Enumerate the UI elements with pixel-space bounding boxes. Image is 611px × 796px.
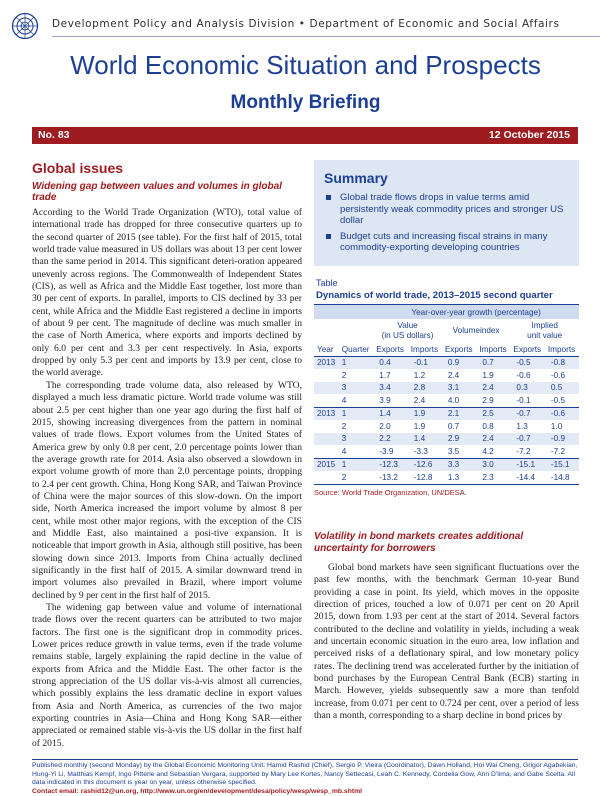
table-cell: 4.0 [442,394,477,407]
table-cell: -7.2 [510,445,545,458]
table-cell: -0.9 [545,433,579,446]
table-cell: -0.8 [545,356,579,369]
table-cell: 1.9 [408,407,442,420]
summary-item [326,192,579,227]
table-cell: 3.3 [442,458,477,471]
column-header: Imports [479,344,507,354]
table-cell: 2 [341,370,347,380]
table-cell [314,394,339,407]
column-header: Year [317,344,334,354]
table-cell: 3.4 [373,382,408,395]
table-row [314,420,579,433]
table-cell: -0.6 [550,370,566,380]
bond-heading: Volatility in bond markets creates additional uncertainty for borrowers [314,531,524,554]
table-cell: 1 [339,407,374,420]
footer-divider [32,759,578,760]
table-cell: 0.5 [545,382,579,395]
table-cell: 1.9 [413,421,426,431]
paragraph: The widening gap between value and volume of international trade flows over the recent quarters can be attributed to two major factors. The first one is the significant drop in commodity prices. Lower prices reduce growth in value terms, even if the trade volume remains stable, largely explaining the rapid decline in the value of exports from Africa and the Middle East. The other factor is the strong appreciation of the US dollar vis-à-vis almost all currencies, which possibly explains the less dramatic decline in export values from Asia and North America, as currencies of the two major exporting countries in Asia—China and Hong Kong SAR—either appreciated or remained stable vis-à-vis the US dollar in the first half of 2015. [32,602,302,749]
table-cell: 1.3 [516,421,528,431]
summary-item [326,231,579,254]
table-cell: 1.3 [447,472,460,482]
table-row [314,382,579,395]
table-cell: 1.4 [408,433,442,446]
summary-item-text: Global trade flows drops in value terms amid persistently weak commodity prices and stronger US dollar [340,192,564,227]
left-column [32,160,302,750]
table-label: Table [316,278,338,288]
column-header: Quarter [341,344,370,354]
paragraph: According to the World Trade Organization (WTO), total value of international trade has dropped for three consecutive quarters up to the second quarter of 2015 (see table). For the first half of 2015, total world trade value measured in US dollars was about 13 per cent lower than the same period in 2014. This significant deteri-oration appeared unevenly across regions. The Commonwealth of Independent States (CIS), as well as Africa and the Middle East together, lost more than 30 per cent of exports. In parallel, imports to CIS declined by 33 per cent, while Africa and the Middle East registered a decline in imports of about 9 per cent. The magnitude of decline was much smaller in the case of North America, where exports and imports declined by only 6.0 per cent and 3.3 per cent respectively. In Asia, exports dropped by only 5.3 per cent and imports by 13.9 per cent, close to the world average. [32,207,302,379]
table-cell [314,471,339,484]
table-cell: -0.5 [510,356,545,369]
table-cell: 2.9 [442,433,477,446]
table-cell: 2.0 [379,421,391,431]
col-group: Value (in US dollars) [381,321,434,340]
footer-contact: Contact email: rashid12@un.org, http://www.un.org/en/development/desa/policy/wesp/wesp_mb.shtml [32,787,363,795]
table-cell: 2 [341,472,347,482]
sub-heading: Widening gap between values and volumes in global trade [32,181,282,203]
table-cell: -13.2 [379,472,398,482]
paragraph: The corresponding trade volume data, also released by WTO, displayed a much less dramatic picture. World trade volume was still about 2.5 per cent higher than one year ago during the first half of 2015, showing increasing divergences from the pattern in nominal values of trade flows. Export volumes from the United States of America grew by only 0.8 per cent, 2.0 percentage points lower than the average growth rate for 2014. Asia also observed a slowdown in export volume growth of more than 2.0 percentage points, dropping to 2.4 per cent growth. China, Hong Kong SAR, and Taiwan Province of China were the major sources of this slow-down. On the import side, North America increased the import volume by almost 8 per cent, while most other major regions, with the exception of the CIS and Middle East, also maintained a posi-tive expansion. It is noticeable that import growth in Asia, although still positive, has been slowing down since 2013. Imports from China actually declined significantly in the first half of 2015. A similar downward trend in import volumes also prevailed in Brazil, where import volume declined by 9 per cent in the first half of 2015. [32,379,302,601]
table-cell: -0.7 [510,433,545,446]
un-emblem-icon [11,12,39,40]
table-cell: -7.2 [545,445,579,458]
summary-list [314,192,579,254]
table-cell: 2.4 [476,433,510,446]
table-cell: 2.9 [476,394,510,407]
trade-table [314,304,579,485]
table-row [314,394,579,407]
table-row [314,356,579,369]
summary-box [314,160,579,266]
table-cell: 3 [339,433,374,446]
issue-number: No. 83 [38,129,70,141]
table-cell: 2.3 [482,472,494,482]
table-cell: 0.7 [447,421,460,431]
page-title: World Economic Situation and Prospects [70,50,541,80]
column-header: Exports [444,344,473,354]
table-cell: 1 [339,356,374,369]
table-cell: 0.4 [373,356,408,369]
table-cell: -15.1 [545,458,579,471]
summary-heading: Summary [324,170,388,186]
column-header: Imports [410,344,439,354]
table-source: Source: World Trade Organization, UN/DESA. [314,487,467,497]
table-cell: -14.4 [516,472,536,482]
group-header: Year-over-year growth (percentage) [373,305,579,320]
bullet-icon [326,234,331,239]
table-row [314,433,579,446]
column-header: Imports [547,344,576,354]
table-cell: 4 [339,445,374,458]
table-cell: 2013 [314,407,339,420]
bond-section [314,562,579,722]
table-cell: -14.8 [550,472,570,482]
table-cell: 2.8 [408,382,442,395]
column-header: Exports [513,344,542,354]
table-cell: -12.3 [373,458,408,471]
table-cell: 4.2 [476,445,510,458]
table-cell: -0.1 [408,356,442,369]
table-cell: 2013 [314,356,339,369]
table-row [314,458,579,471]
table-cell: 3.5 [442,445,477,458]
col-group: Implied unit value [527,321,563,340]
table-cell: -12.8 [413,472,433,482]
table-row [314,471,579,484]
issue-bar [32,127,578,144]
trade-table-wrapper [314,304,579,497]
table-cell: -0.6 [516,370,531,380]
table-cell: 1.0 [550,421,563,431]
table-cell: 2.5 [476,407,510,420]
division-line: Development Policy and Analysis Division • Department of Economic and Social Affairs [52,18,560,30]
summary-item-text: Budget cuts and increasing fiscal strains in many commodity-exporting developing countries [340,230,548,254]
table-cell: 1 [339,458,374,471]
table-cell: 1.2 [413,370,426,380]
table-cell: 2.1 [442,407,477,420]
paragraph: Global bond markets have seen significant fluctuations over the past few months, with the benchmark German 10-year Bund providing a case in point. Its yield, which moves in the opposite direction of prices, touched a low of 0.071 per cent on 20 April 2015, down from 1.93 per cent at the start of 2014. Several factors contributed to the decline and volatility in yields, including a weak and uncertain economic situation in the euro area, low inflation and perceived risks of a deflationary spiral, and low monetary policy rates. The declining trend was accelerated further by the initiation of bond purchases by the European Central Bank (ECB) starting in March. However, yields subsequently saw a more than tenfold increase, from 0.071 per cent to 0.724 per cent, over a period of less than a month, corresponding to a sharp decline in bond prices by [314,562,579,722]
table-cell: 3 [339,382,374,395]
table-row [314,445,579,458]
table-cell: 1.9 [482,370,494,380]
table-cell: 2.4 [408,394,442,407]
table-cell [314,369,339,382]
table-cell: 1.4 [373,407,408,420]
table-cell: 3.1 [442,382,477,395]
table-title: Dynamics of world trade, 2013–2015 second quarter [316,290,553,301]
section-heading: Global issues [32,160,124,176]
table-cell [314,445,339,458]
table-cell: -3.3 [408,445,442,458]
table-cell: 2015 [314,458,339,471]
table-cell: 0.7 [476,356,510,369]
table-cell: 2.4 [476,382,510,395]
table-cell: 3.0 [476,458,510,471]
table-cell: -0.5 [545,394,579,407]
table-cell: -0.1 [510,394,545,407]
table-cell: -15.1 [510,458,545,471]
table-cell: -3.9 [373,445,408,458]
page-subtitle: Monthly Briefing [230,92,381,113]
divider [52,36,600,37]
footer-text: Published monthly (second Monday) by the Global Economic Monitoring Unit: Hamid Rashid (Chief), Sergio P. Vieira (Coordinator), Dawn Holland, Hoi Wai Cheng, Grigor Agabekian, Hung-Yi Li, Matthias Kempf, Ingo Pitterle and Sebastian Vergara, supported by Mary Lee Kortes, Nancy Settecasi, Leah C. Kennedy, Cordelia Gow, Ann D'lima, and Gabe Scelta. All data indicated in this document is year on year, unless otherwise specified. [32,762,578,787]
table-row [314,407,579,420]
table-cell: 2.4 [447,370,460,380]
issue-date: 12 October 2015 [488,129,570,141]
column-header: Exports [376,344,405,354]
table-cell [314,382,339,395]
table-row [314,369,579,382]
table-cell: -0.6 [545,407,579,420]
table-cell: 0.3 [510,382,545,395]
table-cell: 0.8 [482,421,494,431]
table-cell [314,433,339,446]
table-cell [314,420,339,433]
table-cell: -0.7 [510,407,545,420]
col-group: Volumeindex [452,326,500,335]
table-cell: 0.9 [442,356,477,369]
table-cell: 3.9 [373,394,408,407]
table-cell: 1.7 [379,370,391,380]
table-cell: 4 [339,394,374,407]
bullet-icon [326,195,331,200]
table-cell: 2 [341,421,347,431]
table-cell: 2.2 [373,433,408,446]
table-cell: -12.6 [408,458,442,471]
